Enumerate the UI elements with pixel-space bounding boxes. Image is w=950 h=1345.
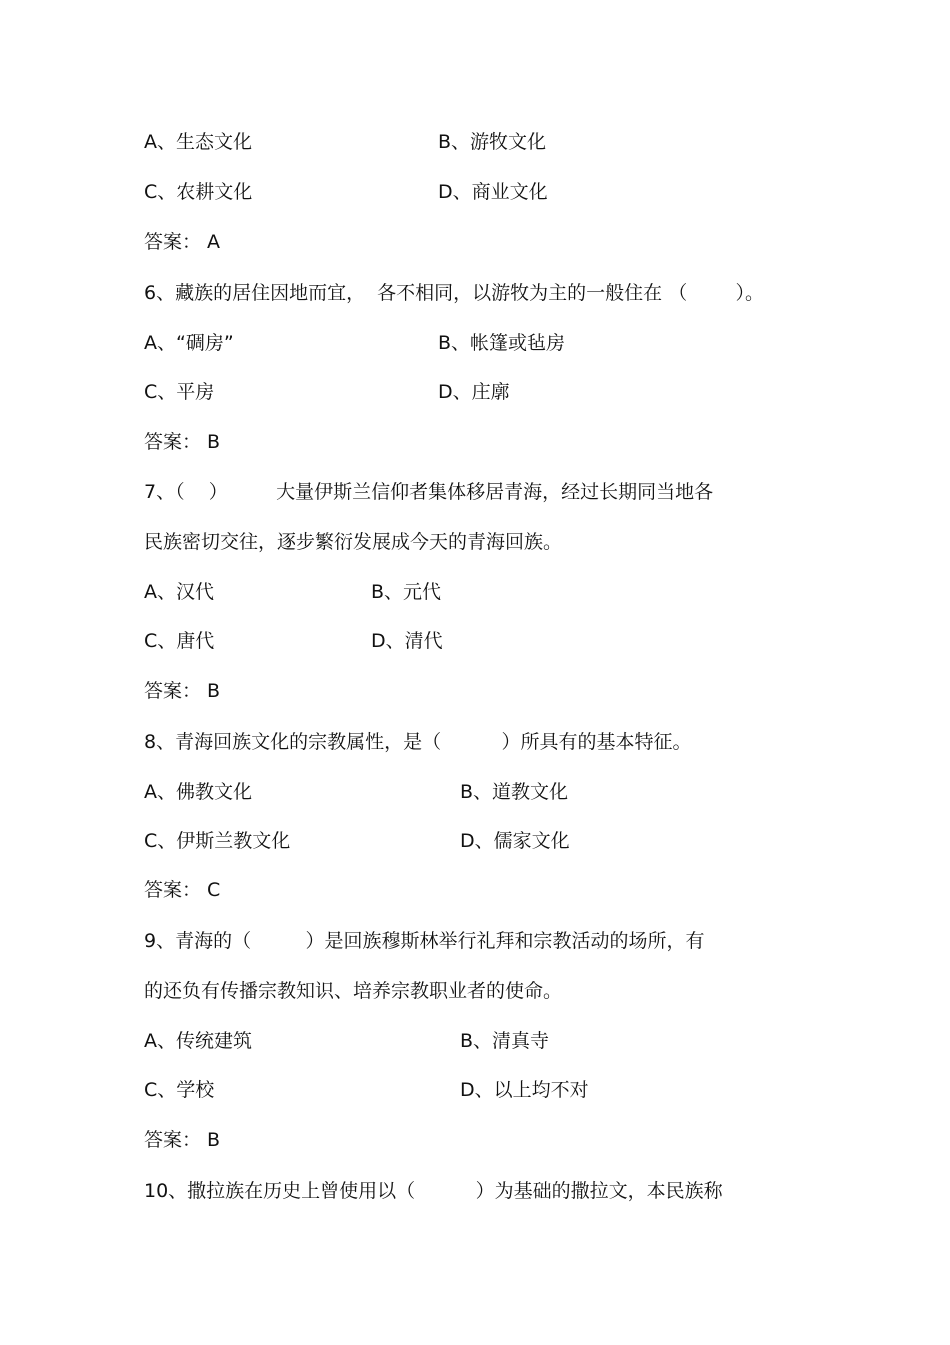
q6-answer: 答案： B [144,431,221,453]
q9-option-a: A、传统建筑 [144,1030,252,1052]
q10-question: 10、撒拉族在历史上曾使用以（ ）为基础的撒拉文，本民族称 [144,1180,723,1202]
q7-option-d: D、清代 [371,630,443,652]
q6-question: 6、藏族的居住因地而宜， 各不相同，以游牧为主的一般住在 （ ）。 [144,282,765,304]
q9-answer: 答案： B [144,1129,221,1151]
q9-question-line2: 的还负有传播宗教知识、培养宗教职业者的使命。 [144,980,563,1002]
q5-answer: 答案： A [144,231,221,253]
q7-question-line1: 7、（ ） 大量伊斯兰信仰者集体移居青海，经过长期同当地各 [144,481,714,503]
q7-answer: 答案： B [144,680,221,702]
q6-option-d: D、庄廓 [438,381,510,403]
q7-option-b: B、元代 [371,581,442,603]
q7-question-line2: 民族密切交往，逐步繁衍发展成今天的青海回族。 [144,531,563,553]
q8-answer: 答案： C [144,879,221,901]
q8-option-a: A、佛教文化 [144,781,252,803]
q5-option-a: A、生态文化 [144,131,252,153]
q8-question: 8、青海回族文化的宗教属性，是（ ）所具有的基本特征。 [144,731,692,753]
q9-option-c: C、学校 [144,1079,215,1101]
q9-question-line1: 9、青海的（ ）是回族穆斯林举行礼拜和宗教活动的场所，有 [144,930,705,952]
q6-option-b: B、帐篷或毡房 [438,332,566,354]
q9-option-b: B、清真寺 [460,1030,550,1052]
q8-option-c: C、伊斯兰教文化 [144,830,291,852]
q5-option-c: C、农耕文化 [144,181,253,203]
q6-option-c: C、平房 [144,381,215,403]
q9-option-d: D、以上均不对 [460,1079,589,1101]
q8-option-b: B、道教文化 [460,781,569,803]
q6-option-a: A、“碉房” [144,332,234,354]
q8-option-d: D、儒家文化 [460,830,570,852]
q7-option-c: C、唐代 [144,630,215,652]
q5-option-d: D、商业文化 [438,181,548,203]
q5-option-b: B、游牧文化 [438,131,547,153]
q7-option-a: A、汉代 [144,581,214,603]
